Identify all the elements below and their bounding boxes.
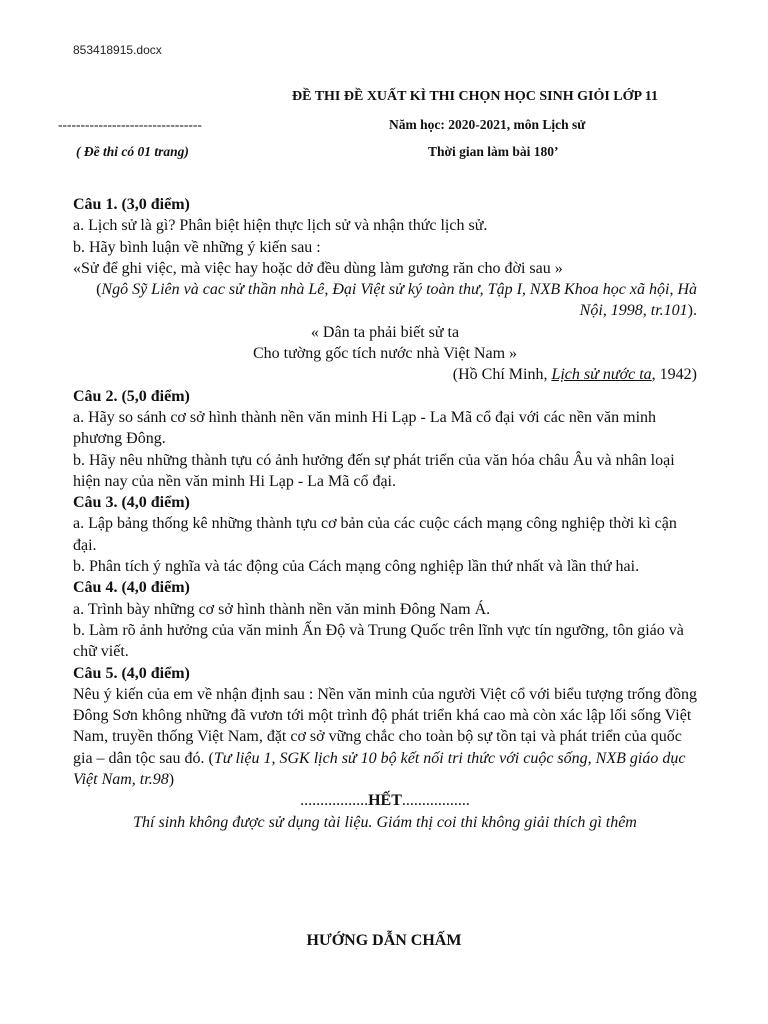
question-1-citation-1: (Ngô Sỹ Liên và cac sử thần nhà Lê, Đại Việt sử ký toàn thư, Tập I, NXB Khoa học xã hội, Hà Nội, 1998, tr.101). (96, 281, 697, 320)
question-4-b: b. Làm rõ ảnh hưởng của văn minh Ấn Độ và Trung Quốc trên lĩnh vực tín ngưỡng, tôn giáo và chữ viết. (73, 621, 684, 661)
question-3-a: a. Lập bảng thống kê những thành tựu cơ bản của các cuộc cách mạng công nghiệp thời kì cận đại. (73, 515, 677, 554)
question-1-quote-2-line-1: « Dân ta phải biết sử ta (310, 323, 460, 341)
question-1-quote-2-line-2: Cho tường gốc tích nước nhà Việt Nam » (252, 345, 518, 363)
exam-footer-note: Thí sinh không được sử dụng tài liệu. Giám thị coi thi không giải thích gì thêm (133, 813, 637, 831)
question-5-text: Nêu ý kiến của em về nhận định sau : Nền văn minh của người Việt cổ với biểu tượng trống đồng Đông Sơn không những đã vươn tới một trình độ phát triển khá cao mà còn xác lập lối sống Việt Nam, truyền thống Việt Nam, đặt cơ sở vững chắc cho toàn bộ sự tồn tại và phát triển của quốc gia – dân tộc sau đó. (Tư liệu 1, SGK lịch sử 10 bộ kết nối tri thức với cuộc sống, NXB giáo dục Việt Nam, tr.98) (73, 685, 698, 789)
question-1-title: Câu 1. (3,0 điểm) (73, 196, 190, 213)
exam-time: Thời gian làm bài 180’ (428, 144, 559, 159)
exam-body (73, 194, 697, 833)
question-2-a: a. Hãy so sánh cơ sở hình thành nền văn minh Hi Lạp - La Mã cổ đại với các nền văn minh phương Đông. (73, 408, 657, 448)
file-name: 853418915.docx (73, 43, 162, 57)
question-1-b: b. Hãy bình luận về những ý kiến sau : (73, 238, 321, 256)
question-1-quote-1: «Sử để ghi việc, mà việc hay hoặc dở đều dùng làm gương răn cho đời sau » (73, 259, 563, 277)
exam-title: ĐỀ THI ĐỀ XUẤT KÌ THI CHỌN HỌC SINH GIỎI LỚP 11 (292, 89, 659, 104)
question-3-title: Câu 3. (4,0 điểm) (73, 494, 190, 512)
exam-pages-note: ( Đề thi có 01 trang) (76, 144, 189, 159)
exam-year-subject: Năm học: 2020-2021, môn Lịch sử (389, 117, 586, 132)
question-4-title: Câu 4. (4,0 điểm) (73, 579, 190, 597)
question-4-a: a. Trình bày những cơ sở hình thành nền văn minh Đông Nam Á. (73, 600, 491, 618)
question-1-a: a. Lịch sử là gì? Phân biệt hiện thực lịch sử và nhận thức lịch sử. (73, 217, 488, 235)
question-2-title: Câu 2. (5,0 điểm) (73, 387, 190, 405)
grading-guide-title: HƯỚNG DẪN CHẤM (306, 932, 462, 949)
question-5-title: Câu 5. (4,0 điểm) (73, 664, 190, 682)
question-3-b: b. Phân tích ý nghĩa và tác động của Cách mạng công nghiệp lần thứ nhất và lần thứ hai. (73, 558, 640, 576)
question-2-b: b. Hãy nêu những thành tựu có ảnh hưởng đến sự phát triển của văn hóa châu Âu và nhân loại hiện nay của nền văn minh Hi Lạp - La Mã cổ đại. (73, 451, 675, 490)
end-marker: .................HẾT................. (300, 792, 470, 810)
header-dashes: -------------------------------- (58, 117, 202, 132)
question-1-citation-2: (Hồ Chí Minh, Lịch sử nước ta, 1942) (452, 366, 697, 384)
